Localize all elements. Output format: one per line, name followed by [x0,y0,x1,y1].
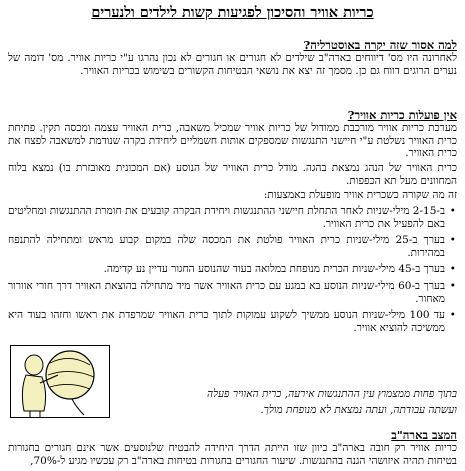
list-item [8,234,457,259]
bullet-icon: • [449,234,456,247]
bullet-icon: • [449,279,456,292]
paragraph-system: מערכת כריות אוויר מורכבת ממודול של כריות אוויר שמכיל משאבה, כרית האוויר עצמה ומכסה תקין. פתיחת כרית האוויר נשלטת ע"י חיישני התנגשות שמספקים אותות חשמליים ליחידת בקרה שנודמת למשאבה לפצח את כרית האוויר. [8,122,457,160]
paragraph-intro: זה מה שקורה כשכרית אוויר מופעלת באמצעות: [263,189,457,201]
section-paragraph-usa: כריות אוויר רק חובה בארה"ב כיוון שזו הייתה הדרך היחידה להבטיח שלנוסעים אשר אינם חגורים בחגורות בטיחות תהיה איזושהי הגנה בהתנגשות. שיעור החגורים בחגורות בטיחות בארה"ב רק עכשיו מגיע ל-70%, [8,442,457,467]
timeline-list [8,205,457,338]
list-item [8,309,457,334]
paragraph-location: כרית האוויר של הנהג נמצאת בהגה. מודל כרית האוויר של הנוסע (אם המכונית מאובזרת בו) נמצא בלוח המחוונים מעל תא הכפפות. [8,162,457,187]
list-item-text: עד 100 מילי-שניות הנוסע ממשיך לשקוע עמוקות לתוך כרית האוויר שמרפדת את ראשו וחזהו בעוד היא ממשיכה להוציא אוויר. [8,309,445,334]
list-item-text: בערך ב-45 מילי-שניות הכרית מנופחת במלואה בעוד שהנוסע החגור עדיין נע קדימה. [103,263,445,276]
section-paragraph-why: לאחרונה היו מס' דיווחים בארה"ב שילדים לא חגורים או חגורים לא נכון נהרגו ע"י כריות אוויר. מס' דומה של נערים הרוגים דווח גם כן. מסמך זה יצא את נושאי הבטיחות הקשורים בשימוש בכריות האוויר. [8,52,457,77]
list-item-text: בערך ב-60 מילי-שניות הנוסע בא במגע עם כרית האוויר אשר מיד מתחילה בהוצאת האוויר דרך חורי אוורור מאחור. [8,279,446,305]
list-item [8,263,457,276]
document-title: כריות אוויר והסיכון לפגיעות קשות לילדים ולנערים [91,4,374,21]
section-heading-usa: המצב בארה"ב [391,428,457,442]
list-item-text: בערך ב-25 מילי-שניות כרית האוויר פולטת את המכסה שלה במקום קבוע מראש ומתחילה להתנפח במהירות. [8,234,445,259]
section-heading-why: למה אסור שזה יקרה באוסטרליה? [303,38,457,52]
airbag-illustration [10,345,110,418]
bullet-icon: • [449,263,456,276]
quote-line-2: ועשתה עבודתה, ועתה נמצאת לא מנופחת מולך. [260,404,457,416]
quote-line-1: בתוך פחות ממצמוץ עין ההתנגשות אירעה, כרית האוויר פעלה [207,388,457,400]
section-heading-how: אין פועלות כריות אוויר? [347,108,457,122]
list-item [8,205,457,230]
bullet-icon: • [449,205,456,217]
list-item-text: ב-2-15 מילי-שניות לאחר התחלת חיישני ההתנגשות ויחידת הבקרה קובעים את חומרת ההתנגשות ומחליטים באם להפעיל את כרית האוויר. [7,205,445,230]
list-item [8,280,457,305]
bullet-icon: • [449,309,456,322]
